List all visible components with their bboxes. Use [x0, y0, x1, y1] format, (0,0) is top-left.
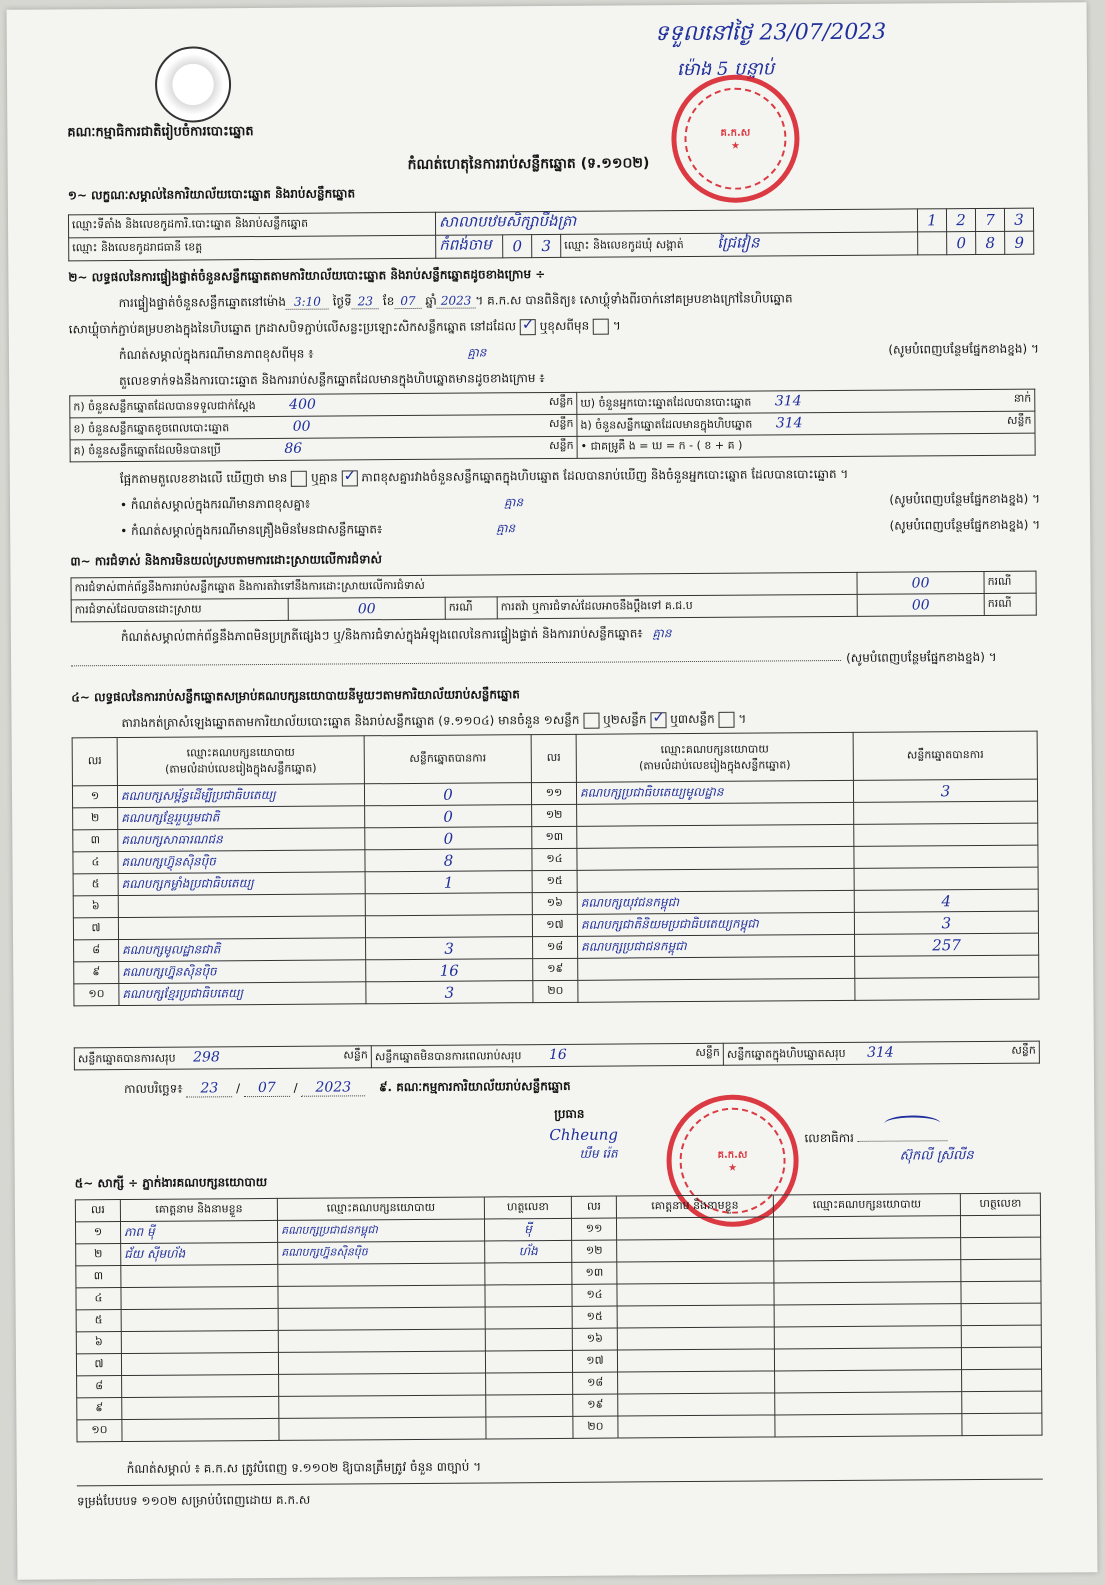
party-row-votes: 3 [853, 779, 1037, 802]
witness-row-name [617, 1349, 774, 1372]
witness-row-no: ៣ [76, 1266, 121, 1288]
col-party-right: ឈ្មោះគណបក្សនយោបាយ (តាមលំដាប់លេខរៀងក្នុងសន្លឹកឆ្នោត) [576, 732, 853, 782]
total-valid-cell: សន្លឹកឆ្នោតបានការសរុប 298 សន្លឹក [74, 1046, 371, 1070]
unchanged-checkbox[interactable] [520, 319, 536, 335]
party-row-no: ២០ [533, 980, 578, 1002]
changed-checkbox[interactable] [593, 318, 609, 334]
party-row-name: គណបក្សប្រជាធិបតេយ្យមូលដ្ឋាន [576, 780, 853, 804]
witness-row-no: ២ [76, 1244, 121, 1266]
location-code-2: 2 [946, 209, 975, 232]
w-col-no-right: លរ [571, 1196, 616, 1218]
party-row-name: គណបក្សប្រជាជនកម្ពុជា [578, 934, 855, 958]
sheet-count-line: តារាងកត់ត្រាសំឡេងឆ្នោតតាមការិយាល័យបោះឆ្នោត និងរាប់សន្លឹកឆ្នោត (ទ.១១០៤) មានចំនួន ១សន្លឹក ឬ២សន្លឹក ✓ ឬ៣សន្លឹក ។ [121, 711, 746, 732]
witness-row-party [279, 1373, 486, 1396]
witness-row-name [617, 1261, 774, 1284]
witness-row-no: ១៩ [573, 1394, 618, 1416]
witness-row-sign [485, 1350, 572, 1373]
party-row-no: ១៤ [532, 848, 577, 870]
party-row-votes: 0 [365, 805, 532, 828]
form-sheet [7, 2, 1098, 1580]
witness-row-sign [961, 1303, 1041, 1326]
witness-row-party [774, 1348, 961, 1371]
w-col-sign-right: ហត្ថលេខា [960, 1193, 1040, 1216]
witness-row-sign: ម៉ី [484, 1218, 571, 1241]
commune-code-1: 0 [947, 232, 976, 255]
witness-row-sign [960, 1215, 1040, 1238]
official-stamp-top: គ.ក.ស ★ [671, 74, 800, 203]
party-row-votes: 3 [366, 981, 533, 1004]
party-row-votes: 1 [365, 871, 532, 894]
official-stamp-bottom: គ.ក.ស ★ [666, 1094, 799, 1227]
irregularity-note-value: គ្មាន [652, 626, 672, 641]
witness-row-no: ១៨ [573, 1372, 618, 1394]
result-date-line: កាលបរិច្ឆេទ៖ 23 / 07 / 2023 ៩. គណៈកម្មការការិយាល័យរាប់សន្លឹកឆ្នោត [124, 1078, 571, 1097]
total-invalid-cell: សន្លឹកឆ្នោតមិនបានការពេលរាប់សរុប 16 សន្លឹក [371, 1043, 723, 1067]
party-row-name [118, 916, 365, 940]
witness-row-name [617, 1239, 774, 1262]
party-row-name [577, 802, 854, 826]
witness-row-name: ភាព ម៉ី [120, 1220, 277, 1243]
witness-row-sign [961, 1347, 1041, 1370]
witness-row-sign [962, 1413, 1042, 1436]
irregularity-extra-line [71, 650, 841, 666]
witness-row-sign [962, 1369, 1042, 1392]
section2-heading: ២~ លទ្ធផលនៃការផ្ទៀងផ្ទាត់ចំនួនសន្លឹកឆ្នោតតាមការិយាល័យបោះឆ្នោត និងរាប់សន្លឹកឆ្នោតដូចខាងក្រោម ÷ [68, 267, 546, 285]
witness-row-name [616, 1217, 773, 1240]
witness-row-party [278, 1263, 485, 1286]
note3-value: គ្មាន [496, 521, 516, 536]
party-row-name [118, 894, 365, 918]
witness-row-no: ៧ [76, 1354, 121, 1376]
witness-row-name [121, 1352, 278, 1375]
chair-label: ប្រធាន [554, 1106, 585, 1121]
witness-row-party [773, 1216, 960, 1239]
party-row-votes [365, 893, 532, 916]
witness-row-name [618, 1371, 775, 1394]
note3-line: • កំណត់សម្គាល់ក្នុងករណីមានគ្រឿងមិនមែនជាសន្លឹកឆ្នោត៖ គ្មាន (សូមបំពេញបន្ថែមផ្នែកខាងខ្នង) ។ [120, 517, 1041, 539]
witness-row-sign [485, 1328, 572, 1351]
party-row-no: ១២ [532, 804, 577, 826]
form-title: កំណត់ហេតុនៃការរាប់សន្លឹកឆ្នោត (ទ.១១០២) [407, 155, 650, 173]
party-row-name: គណបក្សសម្ព័ន្ធដើម្បីប្រជាធិបតេយ្យ [117, 784, 364, 808]
witness-row-sign [485, 1306, 572, 1329]
party-row-name: គណបក្សហ្វ៊ុនស៊ិនប៉ិច [119, 960, 366, 984]
party-row-no: ១ [72, 786, 117, 808]
party-row-votes: 0 [364, 783, 531, 806]
discrepancy-line: ផ្អែកតាមតួលេខខាងលើ ឃើញថា មាន ឬគ្មាន ✓ ភាពខុសគ្នារវាងចំនួនសន្លឹកឆ្នោតក្នុងហិបឆ្នោត ដែលបានរាប់ឃើញ និងចំនួនអ្នកបោះឆ្នោត ដែលបានបោះឆ្នោត ។ [120, 466, 849, 488]
witness-row-party [278, 1329, 485, 1352]
received-time: ម៉ោង 5 បន្ទាប់ [676, 58, 775, 81]
party-row-no: ៧ [73, 918, 118, 940]
witness-row-party [278, 1351, 485, 1374]
irregularity-fill-hint: (សូមបំពេញបន្ថែមផ្នែកខាងខ្នង) ។ [846, 649, 997, 665]
witness-row-sign [486, 1416, 573, 1439]
totals-table [74, 1041, 1040, 1071]
result-year: 2023 [301, 1079, 365, 1096]
party-row-no: ៨ [74, 940, 119, 962]
w-col-no-left: លរ [75, 1200, 120, 1222]
witness-row-no: ១១ [571, 1218, 616, 1240]
chair-signature: Chheung [549, 1125, 619, 1145]
resolved-unit: ករណី [445, 597, 497, 619]
party-row-name [577, 868, 854, 892]
party-row-name: គណបក្សកម្លាំងប្រជាធិបតេយ្យ [118, 872, 365, 896]
w-col-name-right: គោត្តនាម និងនាមខ្លួន [616, 1195, 773, 1218]
witness-row-name [617, 1305, 774, 1328]
location-table [68, 208, 1034, 262]
witness-row-party [775, 1414, 962, 1437]
witness-table [75, 1193, 1043, 1443]
witness-row-name [617, 1283, 774, 1306]
province-code-2: 3 [532, 234, 561, 257]
section3-heading: ៣~ ការជំទាស់ និងការមិនយល់ស្របតាមការដោះស្រាយលើការជំទាស់ [70, 552, 382, 569]
party-row-no: ២ [73, 808, 118, 830]
col-votes-right: សន្លឹកឆ្នោតបានការ [853, 731, 1037, 780]
resolved-label: ការជំទាស់ដែលបានដោះស្រាយ [71, 598, 288, 622]
no-discrepancy-checkbox[interactable] [342, 470, 358, 486]
witness-row-party [278, 1307, 485, 1330]
two-sheet-checkbox[interactable] [650, 712, 666, 728]
location-code-4: 3 [1004, 208, 1033, 231]
spoiled-ballots-value: 00 [292, 418, 311, 435]
verification-line-2: សោឃ្លុំចាក់ភ្ជាប់គម្របខាងក្នុងនៃហិបឆ្នោត ក្រដាសបិទភ្ជាប់លើសន្លះប្រឡោះសិកសន្លឹកឆ្នោត នៅដដែល ✓ ឬខុសពីមុន ។ [69, 318, 621, 338]
w-col-party-left: ឈ្មោះគណបក្សនយោបាយ [277, 1197, 484, 1220]
verification-line-1: ការផ្ទៀងផ្ទាត់ចំនួនសន្លឹកឆ្នោតនៅម៉ោង 3:10 ថ្ងៃទី 23 ខែ 07 ឆ្នាំ 2023 ។ គ.ក.ស បានពិនិត្យ៖ សោឃ្លុំទាំងពីរចាក់នៅគម្របខាងក្រៅនៃហិបឆ្នោត [118, 291, 793, 311]
province-name: កំពង់ចាម [436, 235, 503, 258]
province-label: ឈ្មោះ និងលេខកូដរាជធានី ខេត្ត [69, 235, 436, 261]
witness-row-sign [962, 1391, 1042, 1414]
party-row-votes [854, 801, 1038, 824]
w-col-party-right: ឈ្មោះគណបក្សនយោបាយ [773, 1194, 960, 1217]
witness-row-name [122, 1374, 279, 1397]
verify-day: 23 [352, 294, 379, 309]
col-no-right: លរ [531, 734, 576, 782]
spoiled-ballots-cell: ខ) ចំនួនសន្លឹកឆ្នោតខូចពេលបោះឆ្នោត 00 សន្លឹក [70, 414, 577, 440]
party-row-votes [854, 823, 1038, 846]
location-name: សាលាបឋមសិក្សាបឹងត្រា [435, 209, 917, 235]
witness-row-party [775, 1370, 962, 1393]
note1-value: គ្មាន [467, 345, 487, 360]
witness-row-name [122, 1396, 279, 1419]
witness-row-no: ៥ [76, 1310, 121, 1332]
party-row-votes: 3 [854, 911, 1038, 934]
commune-code-pad [918, 232, 947, 255]
witness-row-sign [486, 1372, 573, 1395]
witness-row-party [774, 1326, 961, 1349]
witness-row-sign [485, 1284, 572, 1307]
witness-row-no: ១៦ [572, 1328, 617, 1350]
commune-label: ឈ្មោះ និងលេខកូដឃុំ សង្កាត់ ជ្រៃវៀន [561, 232, 918, 257]
col-party-left: ឈ្មោះគណបក្សនយោបាយ (តាមលំដាប់លេខរៀងក្នុងសន្លឹកឆ្នោត) [117, 736, 364, 786]
party-row-name [578, 978, 855, 1002]
secretary-signature-mark [884, 1115, 940, 1131]
witness-row-party: គណបក្សហ្វ៊ុនស៊ិនប៉ិច [278, 1241, 485, 1264]
witness-row-no: ១៣ [572, 1262, 617, 1284]
box-ballots-value: 314 [775, 414, 803, 431]
location-code-1: 1 [917, 209, 946, 232]
authority-name: គណៈកម្មាធិការជាតិរៀបចំការបោះឆ្នោត [67, 124, 254, 141]
formula-cell: • ជាគម្រូគឺ ង = ឃ = ក - ( ខ + គ ) [577, 433, 1035, 458]
received-note: ទទួលនៅថ្ងៃ 23/07/2023 [654, 19, 887, 47]
three-sheet-checkbox[interactable] [718, 711, 734, 727]
party-row-no: ១៩ [533, 958, 578, 980]
section5-heading: ៥~ សាក្សី ÷ ភ្នាក់ងារគណបក្សនយោបាយ [74, 1174, 268, 1191]
location-code-3: 7 [975, 208, 1004, 231]
party-row-no: ៣ [73, 830, 118, 852]
has-discrepancy-checkbox[interactable] [291, 470, 307, 486]
w-col-sign-left: ហត្ថលេខា [484, 1196, 571, 1219]
w-col-name-left: គោត្តនាម និងនាមខ្លួន [120, 1198, 277, 1221]
col-votes-left: សន្លឹកឆ្នោតបានការ [364, 735, 531, 784]
col-no-left: លរ [72, 738, 117, 786]
witness-row-sign [485, 1262, 572, 1285]
commune-code-3: 9 [1005, 231, 1034, 254]
party-row-name: គណបក្សហ៊្វុនស៊ិនប៉ិច [118, 850, 365, 874]
result-month: 07 [244, 1080, 290, 1097]
ballot-figures-table [69, 389, 1035, 463]
witness-row-party [279, 1395, 486, 1418]
appeal-unit: ករណី [984, 593, 1036, 615]
section1-heading: ១~ លក្ខណៈសម្គាល់នៃការិយាល័យបោះឆ្នោត និងរាប់សន្លឹកឆ្នោត [67, 186, 356, 203]
voters-value: 314 [774, 392, 802, 409]
party-row-no: ៤ [73, 852, 118, 874]
appeal-label: ការតវ៉ា ឬការជំទាស់ដែលអាចនឹងប្តឹងទៅ គ.ជ.ប [497, 594, 857, 619]
secretary-name: ស៊ុកលី ស្រីលីន [899, 1148, 974, 1164]
total-box-cell: សន្លឹកឆ្នោតក្នុងហិបឆ្នោតសរុប 314 សន្លឹក [723, 1041, 1039, 1065]
footer-rule [77, 1479, 1043, 1487]
witness-note: កំណត់សម្គាល់ ៖ គ.ក.ស ត្រូវបំពេញ ទ.១១០២ ឱ្យបានត្រឹមត្រូវ ចំនួន ៣ច្បាប់ ។ [126, 1459, 482, 1476]
party-row-no: ១៦ [532, 892, 577, 914]
witness-row-party [278, 1285, 485, 1308]
witness-row-name [617, 1327, 774, 1350]
party-row-name: គណបក្សយុវជនកម្ពុជា [577, 890, 854, 914]
witness-row-name [121, 1286, 278, 1309]
witness-row-name [121, 1330, 278, 1353]
party-row-no: ១៥ [532, 870, 577, 892]
complaints-value: 00 [857, 571, 984, 594]
witness-row-no: ១២ [572, 1240, 617, 1262]
witness-row-no: ១ [75, 1222, 120, 1244]
witness-row-no: ១០ [77, 1420, 122, 1442]
witness-row-no: ១៥ [572, 1306, 617, 1328]
witness-row-no: ៦ [76, 1332, 121, 1354]
commune-code-2: 8 [976, 231, 1005, 254]
party-row-name: គណបក្សខ្មែរប្រជាធិបតេយ្យ [119, 982, 366, 1006]
witness-row-name [618, 1415, 775, 1438]
unused-ballots-value: 86 [284, 440, 303, 457]
verify-year: 2023 [437, 294, 476, 309]
note2-value: គ្មាន [503, 495, 524, 510]
complaints-unit: ករណី [984, 571, 1036, 593]
location-label: ឈ្មោះទីតាំង និងលេខកូដការិ.បោះឆ្នោត និងរាប់សន្លឹកឆ្នោត [68, 212, 435, 238]
party-row-no: ១៧ [532, 914, 577, 936]
party-results-table [72, 731, 1040, 1007]
witness-row-party [774, 1282, 961, 1305]
party-row-name: គណបក្សមូលដ្ឋានជាតិ [119, 938, 366, 962]
note2-line: • កំណត់សម្គាល់ក្នុងករណីមានភាពខុសគ្នា៖ គ្មាន (សូមបំពេញបន្ថែមផ្នែកខាងខ្នង) ។ [119, 491, 1041, 513]
party-row-votes: 3 [366, 937, 533, 960]
unused-ballots-cell: គ) ចំនួនសន្លឹកឆ្នោតដែលមិនបានប្រើ 86 សន្លឹក [70, 436, 577, 462]
witness-row-sign [961, 1259, 1041, 1282]
witness-row-sign [961, 1281, 1041, 1304]
verify-time: 3:10 [286, 295, 329, 310]
party-row-no: ១៨ [533, 936, 578, 958]
section4-heading: ៤~ លទ្ធផលនៃការរាប់សន្លឹកឆ្នោតសម្រាប់គណបក្សនយោបាយនីមួយៗតាមការិយាល័យរាប់សន្លឹកឆ្នោត [71, 687, 520, 705]
party-row-votes: 4 [854, 889, 1038, 912]
total-box-value: 314 [866, 1044, 894, 1061]
witness-row-name [121, 1308, 278, 1331]
party-row-name [578, 956, 855, 980]
witness-row-no: ៩ [77, 1398, 122, 1420]
resolved-value: 00 [288, 597, 445, 620]
complaints-table [70, 571, 1036, 623]
box-ballots-cell: ង) ចំនួនសន្លឹកឆ្នោតដែលមានក្នុងហិបឆ្នោត 314 សន្លឹក [577, 411, 1035, 436]
party-row-name: គណបក្សសាធារណជន [118, 828, 365, 852]
party-row-votes: 8 [365, 849, 532, 872]
party-row-votes: 16 [366, 959, 533, 982]
witness-row-sign [961, 1237, 1041, 1260]
witness-row-party [279, 1417, 486, 1440]
chair-name: ឃឹម រ៉េត [579, 1146, 618, 1161]
party-row-votes: 257 [855, 933, 1039, 956]
ballot-figures-intro: តួលេខទាក់ទងនឹងការបោះឆ្នោត និងការរាប់សន្លឹកឆ្នោតដែលមានក្នុងហិបឆ្នោតមានដូចខាងក្រោម ៖ [119, 371, 545, 389]
received-ballots-value: 400 [289, 396, 316, 413]
witness-row-party [774, 1238, 961, 1261]
total-valid-value: 298 [193, 1048, 220, 1066]
witness-row-name [618, 1393, 775, 1416]
party-row-name [577, 846, 854, 870]
party-row-votes [855, 977, 1039, 1000]
party-row-votes [854, 867, 1038, 890]
commune-name: ជ្រៃវៀន [717, 233, 760, 252]
witness-row-name: ជ័យ សុីមហ័ង [121, 1242, 278, 1265]
verify-month: 07 [394, 294, 421, 309]
complaints-label: ការជំទាស់ពាក់ព័ន្ធនឹងការរាប់សន្លឹកឆ្នោត និងការតវ៉ាទៅនឹងការដោះស្រាយលើការជំទាស់ [71, 572, 857, 599]
appeal-value: 00 [857, 593, 984, 616]
party-row-no: ៦ [73, 896, 118, 918]
party-row-votes [855, 955, 1039, 978]
witness-row-no: ៨ [77, 1376, 122, 1398]
irregularity-note-line: កំណត់សម្គាល់ពាក់ព័ន្ធនឹងភាពមិនប្រក្រតីផ្សេងៗ ឬ/និងការជំទាស់ក្នុងអំឡុងពេលនៃការផ្ទៀងផ្ទាត់ និងការរាប់សន្លឹកឆ្នោត៖ គ្មាន [120, 626, 672, 645]
witness-row-sign: ហ័ង [485, 1240, 572, 1263]
result-day: 23 [186, 1080, 232, 1097]
witness-row-sign [961, 1325, 1041, 1348]
witness-row-no: ១៤ [572, 1284, 617, 1306]
party-row-no: ១៣ [532, 826, 577, 848]
one-sheet-checkbox[interactable] [583, 712, 599, 728]
witness-row-party [775, 1392, 962, 1415]
witness-row-name [122, 1418, 279, 1441]
party-row-name [577, 824, 854, 848]
party-row-name: គណបក្សជាតិនិយមប្រជាធិបតេយ្យកម្ពុជា [577, 912, 854, 936]
party-row-no: ៥ [73, 874, 118, 896]
party-row-no: ១០ [74, 984, 119, 1006]
party-row-votes: 0 [365, 827, 532, 850]
party-row-no: ៩ [74, 962, 119, 984]
note1-line: កំណត់សម្គាល់ក្នុងករណីមានភាពខុសពីមុន ៖ គ្មាន (សូមបំពេញបន្ថែមផ្នែកខាងខ្នង) ។ [118, 341, 1039, 363]
received-ballots-cell: ក) ចំនួនសន្លឹកឆ្នោតដែលបានទទួលជាក់ស្តែង 400 សន្លឹក [70, 392, 577, 418]
party-row-name: គណបក្សខ្មែររួបរួមជាតិ [118, 806, 365, 830]
total-invalid-value: 16 [548, 1046, 567, 1063]
footer-text: ទម្រង់បែបបទ ១១០២ សម្រាប់បំពេញដោយ គ.ក.ស [76, 1492, 311, 1509]
witness-row-party: គណបក្សប្រជាជនកម្ពុជា [277, 1219, 484, 1242]
party-row-votes [854, 845, 1038, 868]
party-row-no: ១១ [531, 782, 576, 804]
witness-row-sign [486, 1394, 573, 1417]
witness-row-no: ១៧ [572, 1350, 617, 1372]
party-row-votes [365, 915, 532, 938]
witness-row-party [774, 1260, 961, 1283]
witness-row-party [774, 1304, 961, 1327]
witness-row-no: ២០ [573, 1416, 618, 1438]
witness-row-name [121, 1264, 278, 1287]
secretary-label: លេខាធិការ [804, 1129, 947, 1146]
voters-cell: ឃ) ចំនួនអ្នកបោះឆ្នោតដែលបានបោះឆ្នោត 314 នាក់ [577, 389, 1035, 414]
nec-emblem [155, 46, 232, 123]
witness-row-no: ៤ [76, 1288, 121, 1310]
province-code-1: 0 [503, 235, 532, 258]
